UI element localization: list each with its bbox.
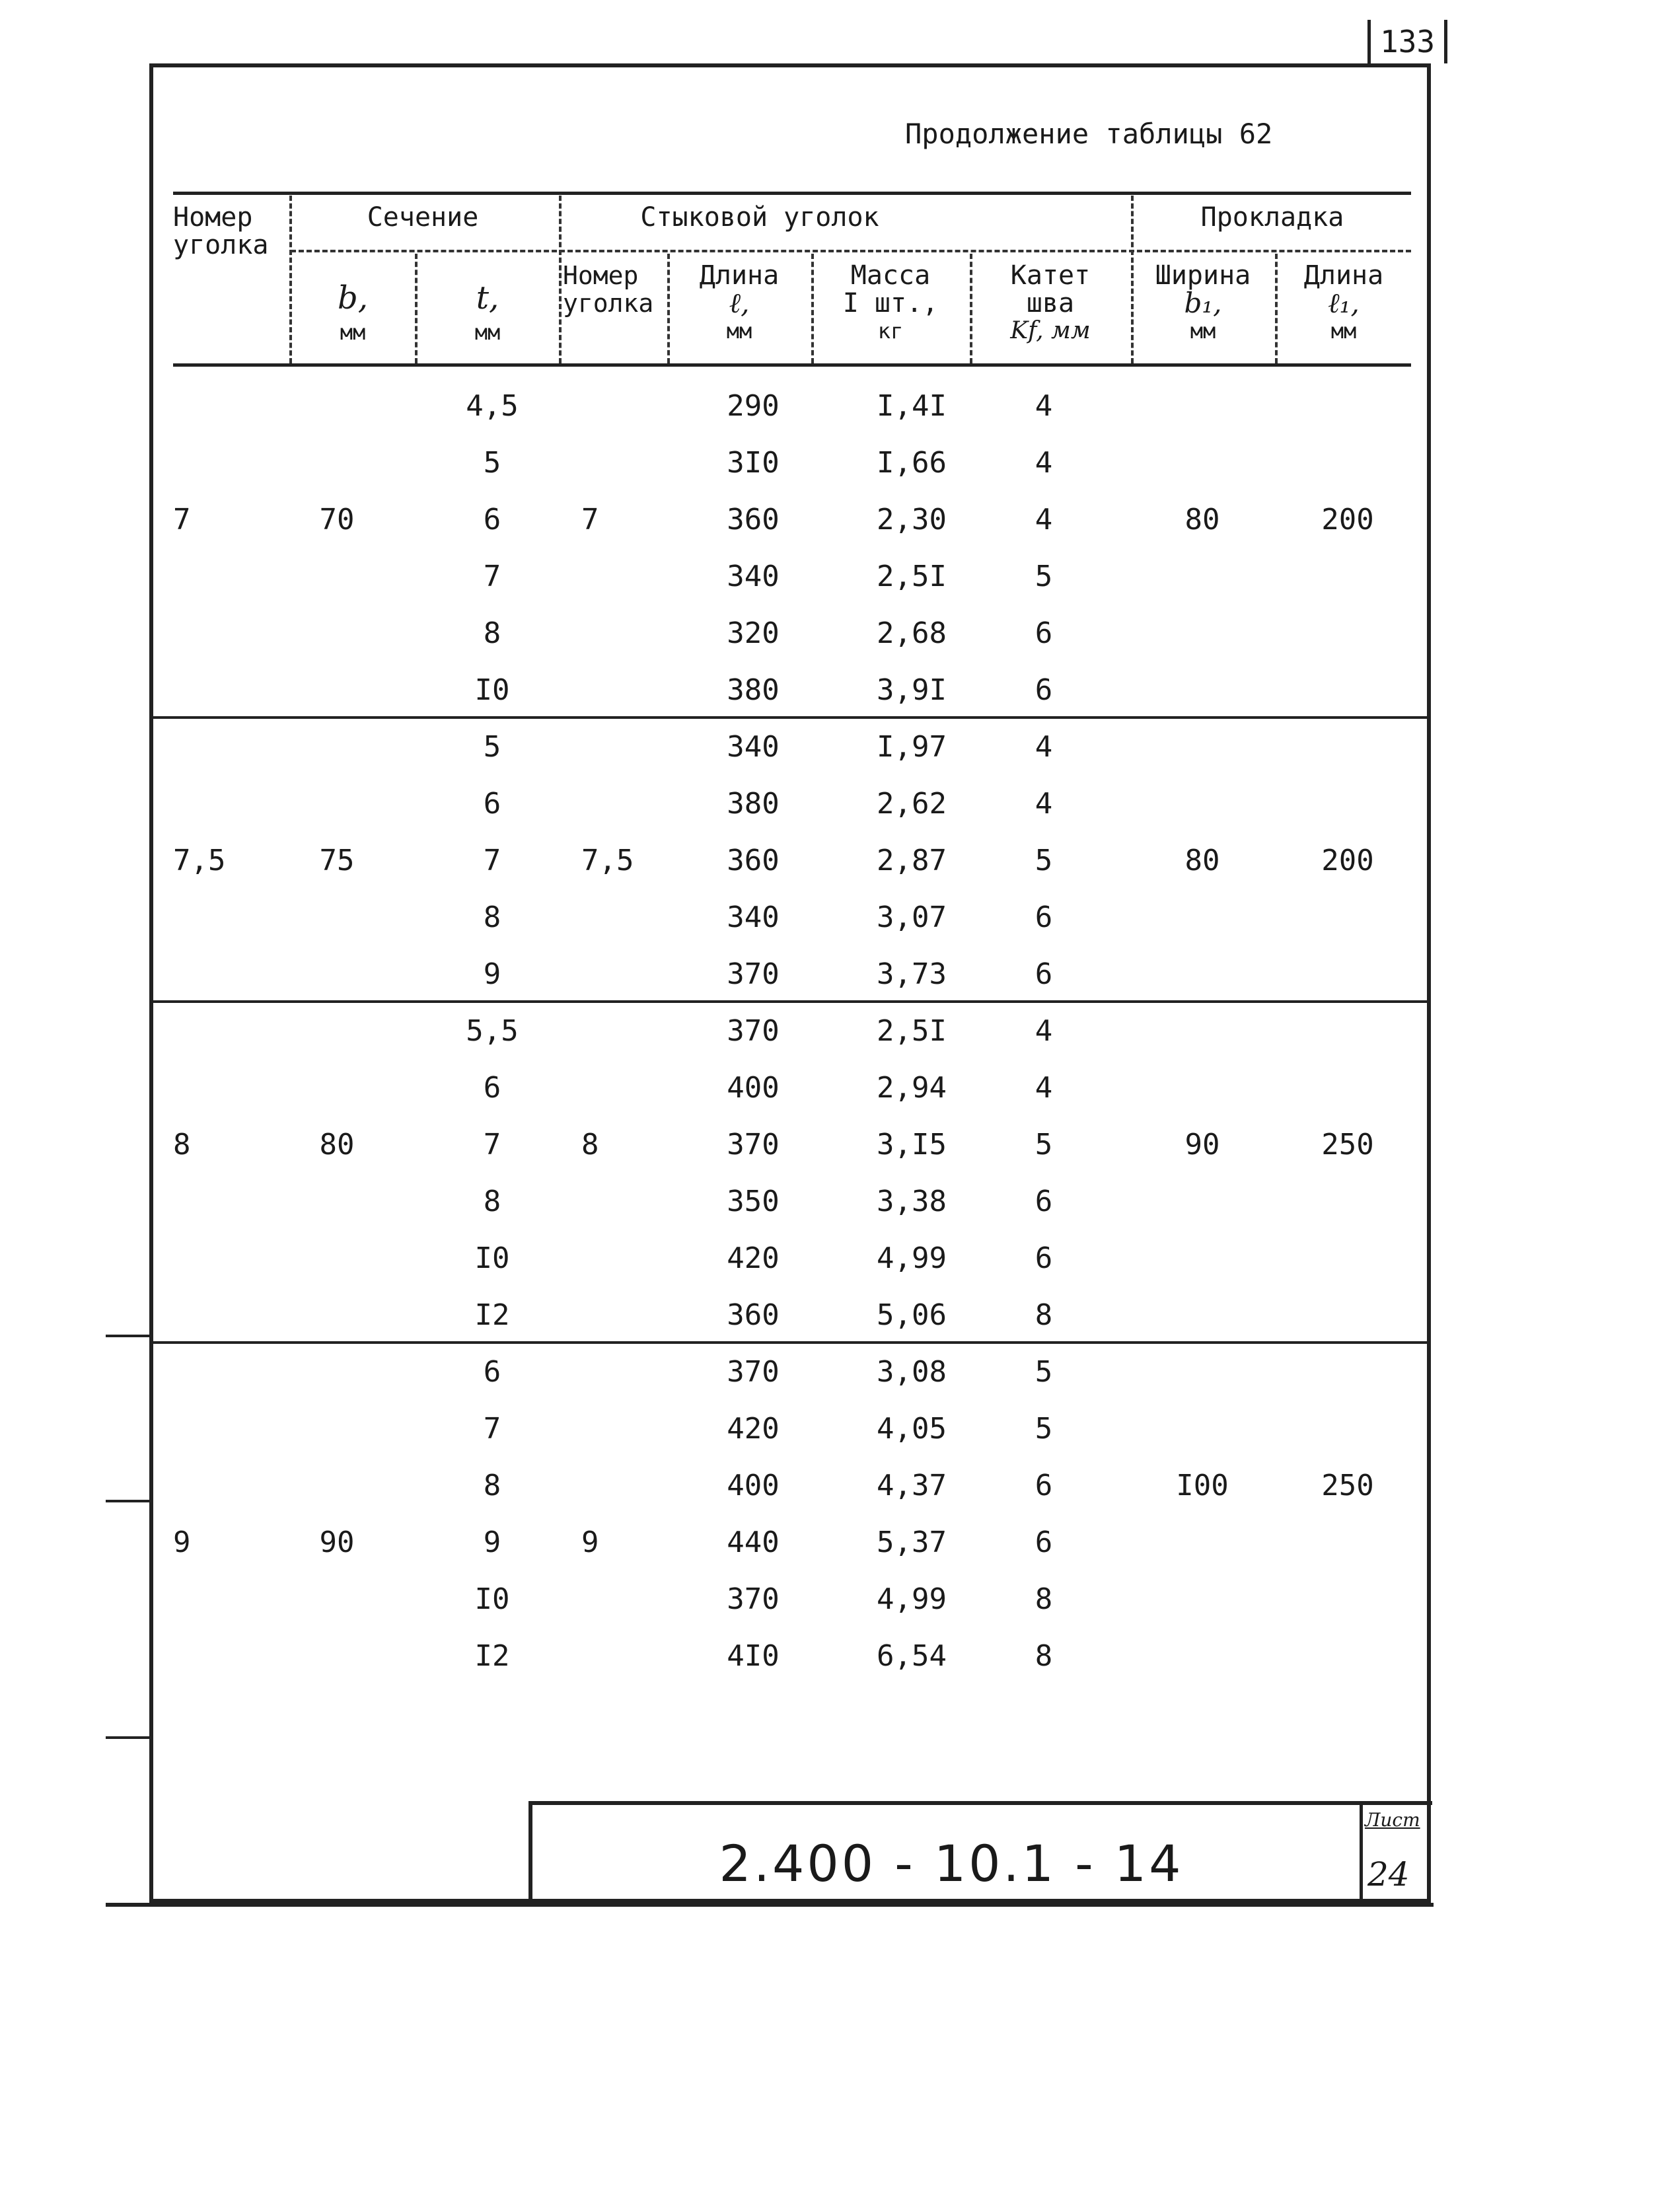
mass-cell: 2,68 bbox=[877, 616, 947, 650]
mass-cell: 4,37 bbox=[877, 1469, 947, 1502]
thickness-cell: 8 bbox=[483, 1185, 501, 1218]
group-pad-width: 80 bbox=[1184, 503, 1220, 536]
length-cell: 360 bbox=[727, 1298, 780, 1332]
thickness-cell: 8 bbox=[483, 901, 501, 934]
length-cell: 440 bbox=[727, 1526, 780, 1559]
weld-cell: 8 bbox=[1035, 1639, 1053, 1673]
length-cell: 320 bbox=[727, 616, 780, 650]
header-butt-number: Номер уголка bbox=[563, 261, 654, 318]
length-cell: 340 bbox=[727, 730, 780, 764]
mass-cell: 2,94 bbox=[877, 1071, 947, 1105]
header-weld-label: Катет bbox=[1010, 260, 1091, 291]
thickness-cell: 8 bbox=[483, 1469, 501, 1502]
weld-cell: 5 bbox=[1035, 1128, 1053, 1161]
weld-cell: 6 bbox=[1035, 673, 1053, 707]
thickness-cell: 7 bbox=[483, 1412, 501, 1446]
mass-cell: 3,07 bbox=[877, 901, 947, 934]
page-number: 133 bbox=[1367, 20, 1447, 63]
mass-cell: 2,5I bbox=[877, 560, 947, 593]
group-section-width: 80 bbox=[319, 1128, 355, 1161]
length-cell: 290 bbox=[727, 389, 780, 423]
weld-cell: 4 bbox=[1035, 787, 1053, 821]
length-cell: 340 bbox=[727, 560, 780, 593]
margin-tick bbox=[106, 1500, 149, 1502]
header-pad-width-label: Ширина bbox=[1155, 260, 1251, 291]
thickness-cell: 7 bbox=[483, 1128, 501, 1161]
length-cell: 360 bbox=[727, 503, 780, 536]
header-length-unit: мм bbox=[726, 318, 752, 344]
weld-cell: 6 bbox=[1035, 1241, 1053, 1275]
header-weld-sub: шва bbox=[1026, 288, 1075, 318]
thickness-cell: 9 bbox=[483, 1526, 501, 1559]
weld-cell: 6 bbox=[1035, 1185, 1053, 1218]
weld-cell: 5 bbox=[1035, 560, 1053, 593]
margin-tick bbox=[106, 1736, 149, 1739]
length-cell: 340 bbox=[727, 901, 780, 934]
mass-cell: I,66 bbox=[877, 446, 947, 480]
header-mass bbox=[814, 262, 967, 345]
mass-cell: 4,05 bbox=[877, 1412, 947, 1446]
group-pad-width: I00 bbox=[1176, 1469, 1229, 1502]
header-section: Сечение bbox=[367, 202, 479, 233]
header-pad-length-unit: мм bbox=[1330, 318, 1357, 344]
thickness-cell: 9 bbox=[483, 957, 501, 991]
header-b-symbol: b, bbox=[338, 279, 368, 316]
thickness-cell: I0 bbox=[474, 1241, 510, 1275]
length-cell: 400 bbox=[727, 1071, 780, 1105]
group-angle-number: 9 bbox=[173, 1526, 191, 1559]
weld-cell: 5 bbox=[1035, 844, 1053, 877]
length-cell: 370 bbox=[727, 1582, 780, 1616]
length-cell: 400 bbox=[727, 1469, 780, 1502]
header-length-symbol: ℓ, bbox=[729, 287, 750, 319]
thickness-cell: I0 bbox=[474, 1582, 510, 1616]
document-code: 2.400 - 10.1 - 14 bbox=[719, 1834, 1184, 1893]
thickness-cell: 5 bbox=[483, 446, 501, 480]
header-bottom-rule bbox=[173, 363, 1411, 367]
thickness-cell: 5 bbox=[483, 730, 501, 764]
header-weld bbox=[972, 262, 1128, 345]
header-mass-unit: кг bbox=[877, 318, 904, 344]
group-pad-length: 200 bbox=[1321, 844, 1374, 877]
group-angle-number: 7,5 bbox=[173, 844, 226, 877]
continuation-title: Продолжение таблицы 62 bbox=[905, 118, 1273, 150]
group-butt-angle-number: 7 bbox=[581, 503, 599, 536]
mass-cell: 2,87 bbox=[877, 844, 947, 877]
mass-cell: 3,I5 bbox=[877, 1128, 947, 1161]
header-t bbox=[418, 277, 558, 346]
weld-cell: 6 bbox=[1035, 1526, 1053, 1559]
mass-cell: 5,37 bbox=[877, 1526, 947, 1559]
header-sub-rule bbox=[291, 250, 1411, 254]
weld-cell: 6 bbox=[1035, 901, 1053, 934]
header-pad-width bbox=[1134, 262, 1272, 345]
header-b-unit: мм bbox=[340, 320, 366, 345]
group-section-width: 90 bbox=[319, 1526, 355, 1559]
header-pad-length-label: Длина bbox=[1303, 260, 1384, 291]
header-length-label: Длина bbox=[699, 260, 780, 291]
thickness-cell: I0 bbox=[474, 673, 510, 707]
mass-cell: 4,99 bbox=[877, 1241, 947, 1275]
header-angle-number: Номер уголка bbox=[173, 202, 269, 260]
thickness-cell: 6 bbox=[483, 1355, 501, 1389]
group-angle-number: 8 bbox=[173, 1128, 191, 1161]
length-cell: 420 bbox=[727, 1412, 780, 1446]
weld-cell: 8 bbox=[1035, 1298, 1053, 1332]
weld-cell: 4 bbox=[1035, 1071, 1053, 1105]
thickness-cell: 8 bbox=[483, 616, 501, 650]
length-cell: 360 bbox=[727, 844, 780, 877]
weld-cell: 4 bbox=[1035, 730, 1053, 764]
weld-cell: 8 bbox=[1035, 1582, 1053, 1616]
header-pad-length-symbol: ℓ₁, bbox=[1328, 287, 1360, 319]
header-pad-width-symbol: b₁, bbox=[1184, 287, 1222, 319]
header-length bbox=[670, 262, 809, 345]
header-mass-sub: I шт., bbox=[842, 288, 939, 318]
weld-cell: 5 bbox=[1035, 1355, 1053, 1389]
thickness-cell: 5,5 bbox=[466, 1014, 519, 1048]
mass-cell: 5,06 bbox=[877, 1298, 947, 1332]
mass-cell: 2,62 bbox=[877, 787, 947, 821]
header-b bbox=[292, 277, 414, 346]
weld-cell: 6 bbox=[1035, 1469, 1053, 1502]
mass-cell: 2,30 bbox=[877, 503, 947, 536]
header-weld-symbol: Kf, мм bbox=[1010, 317, 1091, 344]
header-t-unit: мм bbox=[474, 320, 501, 345]
mass-cell: 4,99 bbox=[877, 1582, 947, 1616]
thickness-cell: I2 bbox=[474, 1298, 510, 1332]
length-cell: 4I0 bbox=[727, 1639, 780, 1673]
mass-cell: 3,38 bbox=[877, 1185, 947, 1218]
group-pad-length: 200 bbox=[1321, 503, 1374, 536]
thickness-cell: 6 bbox=[483, 503, 501, 536]
group-butt-angle-number: 9 bbox=[581, 1526, 599, 1559]
group-pad-length: 250 bbox=[1321, 1128, 1374, 1161]
header-pad-length bbox=[1278, 262, 1410, 345]
length-cell: 380 bbox=[727, 673, 780, 707]
mass-cell: I,4I bbox=[877, 389, 947, 423]
group-pad-length: 250 bbox=[1321, 1469, 1374, 1502]
sheet-number: 24 bbox=[1367, 1855, 1410, 1894]
header-mass-label: Масса bbox=[850, 260, 931, 291]
mass-cell: 3,9I bbox=[877, 673, 947, 707]
margin-tick bbox=[106, 1335, 149, 1337]
weld-cell: 4 bbox=[1035, 389, 1053, 423]
weld-cell: 4 bbox=[1035, 503, 1053, 536]
thickness-cell: 7 bbox=[483, 560, 501, 593]
length-cell: 380 bbox=[727, 787, 780, 821]
group-pad-width: 80 bbox=[1184, 844, 1220, 877]
mass-cell: I,97 bbox=[877, 730, 947, 764]
weld-cell: 6 bbox=[1035, 616, 1053, 650]
header-top-rule bbox=[173, 192, 1411, 195]
group-pad-width: 90 bbox=[1184, 1128, 1220, 1161]
weld-cell: 6 bbox=[1035, 957, 1053, 991]
thickness-cell: 6 bbox=[483, 787, 501, 821]
thickness-cell: 4,5 bbox=[466, 389, 519, 423]
thickness-cell: 7 bbox=[483, 844, 501, 877]
mass-cell: 2,5I bbox=[877, 1014, 947, 1048]
mass-cell: 6,54 bbox=[877, 1639, 947, 1673]
group-butt-angle-number: 7,5 bbox=[581, 844, 634, 877]
length-cell: 420 bbox=[727, 1241, 780, 1275]
length-cell: 370 bbox=[727, 1355, 780, 1389]
length-cell: 3I0 bbox=[727, 446, 780, 480]
length-cell: 370 bbox=[727, 1014, 780, 1048]
sheet-label: Лист bbox=[1365, 1809, 1420, 1831]
mass-cell: 3,08 bbox=[877, 1355, 947, 1389]
length-cell: 370 bbox=[727, 957, 780, 991]
mass-cell: 3,73 bbox=[877, 957, 947, 991]
bottom-frame-line bbox=[106, 1903, 1434, 1907]
thickness-cell: 6 bbox=[483, 1071, 501, 1105]
group-section-width: 70 bbox=[319, 503, 355, 536]
header-butt-angle: Стыковой уголок bbox=[640, 202, 879, 233]
weld-cell: 5 bbox=[1035, 1412, 1053, 1446]
header-pad: Прокладка bbox=[1200, 202, 1344, 233]
group-angle-number: 7 bbox=[173, 503, 191, 536]
length-cell: 350 bbox=[727, 1185, 780, 1218]
group-section-width: 75 bbox=[319, 844, 355, 877]
length-cell: 370 bbox=[727, 1128, 780, 1161]
thickness-cell: I2 bbox=[474, 1639, 510, 1673]
header-t-symbol: t, bbox=[476, 279, 499, 316]
weld-cell: 4 bbox=[1035, 446, 1053, 480]
header-pad-width-unit: мм bbox=[1190, 318, 1216, 344]
group-butt-angle-number: 8 bbox=[581, 1128, 599, 1161]
weld-cell: 4 bbox=[1035, 1014, 1053, 1048]
